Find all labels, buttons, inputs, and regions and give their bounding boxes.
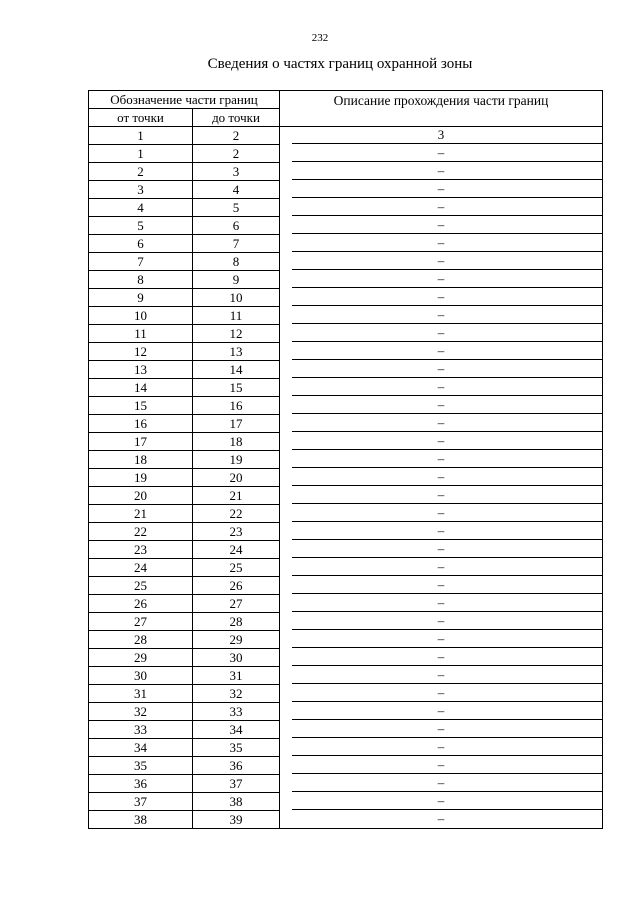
boundary-parts-table [88,90,603,829]
to-point-header: до точки [193,109,280,127]
to-point-cell: 21 [193,487,280,505]
from-point-cell: 26 [89,595,193,613]
to-point-cell: 15 [193,379,280,397]
description-cell [280,613,603,631]
to-point-cell: 25 [193,559,280,577]
table-row [89,739,603,757]
row-divider [292,647,602,648]
from-point-cell: 11 [89,325,193,343]
to-point-cell: 3 [193,163,280,181]
row-divider [292,719,602,720]
table-row [89,793,603,811]
to-point-cell: 6 [193,217,280,235]
from-point-cell: 7 [89,253,193,271]
description-text: – [437,433,445,448]
document-title: Сведения о частях границ охранной зоны [207,56,473,72]
table-row [89,721,603,739]
row-divider [292,773,602,774]
from-point-cell: 28 [89,631,193,649]
row-divider [292,575,602,576]
table-row [89,253,603,271]
description-cell [280,217,603,235]
from-point-cell: 14 [89,379,193,397]
description-cell [280,559,603,577]
to-point-cell: 18 [193,433,280,451]
description-cell [280,253,603,271]
description-text: – [437,793,445,808]
row-divider [292,791,602,792]
row-divider [292,269,602,270]
from-point-cell: 38 [89,811,193,829]
to-point-cell: 7 [193,235,280,253]
description-header: Описание прохождения части границ [280,91,603,127]
row-divider [292,701,602,702]
description-cell [280,325,603,343]
description-text: – [437,397,445,412]
to-point-cell: 33 [193,703,280,721]
row-divider [292,683,602,684]
row-divider [292,323,602,324]
from-point-cell: 30 [89,667,193,685]
table-header [89,91,603,127]
row-divider [292,593,602,594]
description-text: – [437,757,445,772]
table-row [89,415,603,433]
row-divider [292,197,602,198]
description-text: – [437,775,445,790]
to-point-cell: 9 [193,271,280,289]
row-divider [292,629,602,630]
from-point-cell: 33 [89,721,193,739]
description-text: – [437,577,445,592]
to-point-cell: 12 [193,325,280,343]
to-point-cell: 14 [193,361,280,379]
description-cell [280,775,603,793]
description-text: – [437,343,445,358]
from-point-cell: 12 [89,343,193,361]
from-point-cell: 16 [89,415,193,433]
row-divider [292,503,602,504]
description-text: – [437,505,445,520]
description-cell [280,721,603,739]
table-row [89,559,603,577]
row-divider [292,251,602,252]
description-text: – [437,235,445,250]
from-point-cell: 34 [89,739,193,757]
row-divider [292,611,602,612]
table-row [89,397,603,415]
from-point-cell: 25 [89,577,193,595]
table-row [89,667,603,685]
table-row [89,505,603,523]
from-point-cell: 9 [89,289,193,307]
description-text: – [437,523,445,538]
description-text: – [437,613,445,628]
description-text: – [437,541,445,556]
description-text: – [437,289,445,304]
to-point-cell: 20 [193,469,280,487]
to-point-cell: 38 [193,793,280,811]
row-divider [292,665,602,666]
to-point-cell: 27 [193,595,280,613]
row-divider [292,305,602,306]
description-cell [280,289,603,307]
table-row [89,217,603,235]
from-point-cell: 24 [89,559,193,577]
description-cell [280,127,603,145]
from-point-cell: 1 [89,145,193,163]
description-cell [280,343,603,361]
table-row [89,631,603,649]
table-row [89,307,603,325]
description-text: – [437,307,445,322]
description-cell [280,793,603,811]
table-row [89,433,603,451]
to-point-cell: 8 [193,253,280,271]
from-point-cell: 35 [89,757,193,775]
from-point-cell: 3 [89,181,193,199]
table-row [89,199,603,217]
description-cell [280,811,603,829]
to-point-cell: 35 [193,739,280,757]
description-text: – [437,325,445,340]
table-row [89,361,603,379]
description-cell [280,505,603,523]
description-text: – [437,145,445,160]
description-cell [280,667,603,685]
from-point-cell: 18 [89,451,193,469]
from-point-cell: 10 [89,307,193,325]
to-point-cell: 29 [193,631,280,649]
to-point-cell: 34 [193,721,280,739]
table-row [89,523,603,541]
table-row [89,757,603,775]
to-point-cell: 24 [193,541,280,559]
row-divider [292,161,602,162]
row-divider [292,341,602,342]
description-cell [280,361,603,379]
to-point-cell: 2 [193,127,280,145]
table-row [89,235,603,253]
description-text: – [437,667,445,682]
row-divider [292,521,602,522]
description-text: – [437,559,445,574]
description-text: – [437,487,445,502]
column-index-row [89,127,603,145]
description-text: – [437,199,445,214]
description-text: – [437,361,445,376]
description-cell [280,487,603,505]
row-divider [292,413,602,414]
from-point-cell: 5 [89,217,193,235]
row-divider [292,449,602,450]
description-cell [280,703,603,721]
description-cell [280,469,603,487]
description-text: – [437,685,445,700]
from-point-cell: 8 [89,271,193,289]
description-text: – [437,703,445,718]
from-point-cell: 1 [89,127,193,145]
table-row [89,181,603,199]
from-point-cell: 4 [89,199,193,217]
from-point-cell: 37 [89,793,193,811]
description-cell [280,199,603,217]
to-point-cell: 39 [193,811,280,829]
description-cell [280,433,603,451]
to-point-cell: 16 [193,397,280,415]
table-row [89,271,603,289]
row-divider [292,467,602,468]
row-divider [292,287,602,288]
table-row [89,469,603,487]
to-point-cell: 36 [193,757,280,775]
table-row [89,775,603,793]
from-point-cell: 17 [89,433,193,451]
to-point-cell: 4 [193,181,280,199]
group-header: Обозначение части границ [89,91,280,109]
description-cell [280,541,603,559]
from-point-cell: 36 [89,775,193,793]
row-divider [292,359,602,360]
table-body [89,127,603,829]
row-divider [292,395,602,396]
from-point-cell: 27 [89,613,193,631]
to-point-cell: 37 [193,775,280,793]
from-point-cell: 21 [89,505,193,523]
to-point-cell: 2 [193,145,280,163]
table-row [89,577,603,595]
to-point-cell: 28 [193,613,280,631]
description-text: – [437,469,445,484]
to-point-cell: 30 [193,649,280,667]
table-row [89,163,603,181]
from-point-cell: 20 [89,487,193,505]
row-divider [292,215,602,216]
table-row [89,703,603,721]
description-text: – [437,271,445,286]
row-divider [292,755,602,756]
description-text: 3 [437,127,445,143]
row-divider [292,485,602,486]
description-cell [280,595,603,613]
table-row [89,595,603,613]
description-text: – [437,739,445,754]
description-cell [280,415,603,433]
from-point-cell: 29 [89,649,193,667]
description-cell [280,649,603,667]
from-point-cell: 15 [89,397,193,415]
to-point-cell: 5 [193,199,280,217]
description-text: – [437,721,445,736]
row-divider [292,539,602,540]
row-divider [292,233,602,234]
description-text: – [437,217,445,232]
description-cell [280,685,603,703]
description-cell [280,163,603,181]
from-point-cell: 19 [89,469,193,487]
row-divider [292,431,602,432]
description-text: – [437,379,445,394]
description-cell [280,181,603,199]
table-row [89,541,603,559]
from-point-cell: 13 [89,361,193,379]
from-point-header: от точки [89,109,193,127]
description-text: – [437,163,445,178]
to-point-cell: 32 [193,685,280,703]
table-row [89,145,603,163]
table-row [89,811,603,829]
to-point-cell: 10 [193,289,280,307]
description-cell [280,739,603,757]
page-number: 232 [311,32,329,44]
description-text: – [437,631,445,646]
row-divider [292,179,602,180]
to-point-cell: 23 [193,523,280,541]
description-cell [280,235,603,253]
description-cell [280,757,603,775]
to-point-cell: 17 [193,415,280,433]
table-row [89,343,603,361]
description-cell [280,631,603,649]
description-text: – [437,595,445,610]
to-point-cell: 11 [193,307,280,325]
description-cell [280,271,603,289]
table-row [89,451,603,469]
from-point-cell: 22 [89,523,193,541]
description-cell [280,397,603,415]
table-row [89,487,603,505]
table-row [89,379,603,397]
table-row [89,649,603,667]
description-cell [280,145,603,163]
to-point-cell: 26 [193,577,280,595]
to-point-cell: 22 [193,505,280,523]
description-cell [280,577,603,595]
description-text: – [437,181,445,196]
to-point-cell: 19 [193,451,280,469]
from-point-cell: 6 [89,235,193,253]
table-row [89,289,603,307]
table-row [89,685,603,703]
from-point-cell: 2 [89,163,193,181]
description-text: – [437,810,445,826]
to-point-cell: 31 [193,667,280,685]
from-point-cell: 32 [89,703,193,721]
description-cell [280,523,603,541]
table-row [89,613,603,631]
row-divider [292,377,602,378]
from-point-cell: 31 [89,685,193,703]
description-text: – [437,649,445,664]
description-cell [280,307,603,325]
description-text: – [437,451,445,466]
row-divider [292,737,602,738]
from-point-cell: 23 [89,541,193,559]
to-point-cell: 13 [193,343,280,361]
description-text: – [437,415,445,430]
row-divider [292,557,602,558]
description-cell [280,379,603,397]
description-text: – [437,253,445,268]
description-cell [280,451,603,469]
table-row [89,325,603,343]
